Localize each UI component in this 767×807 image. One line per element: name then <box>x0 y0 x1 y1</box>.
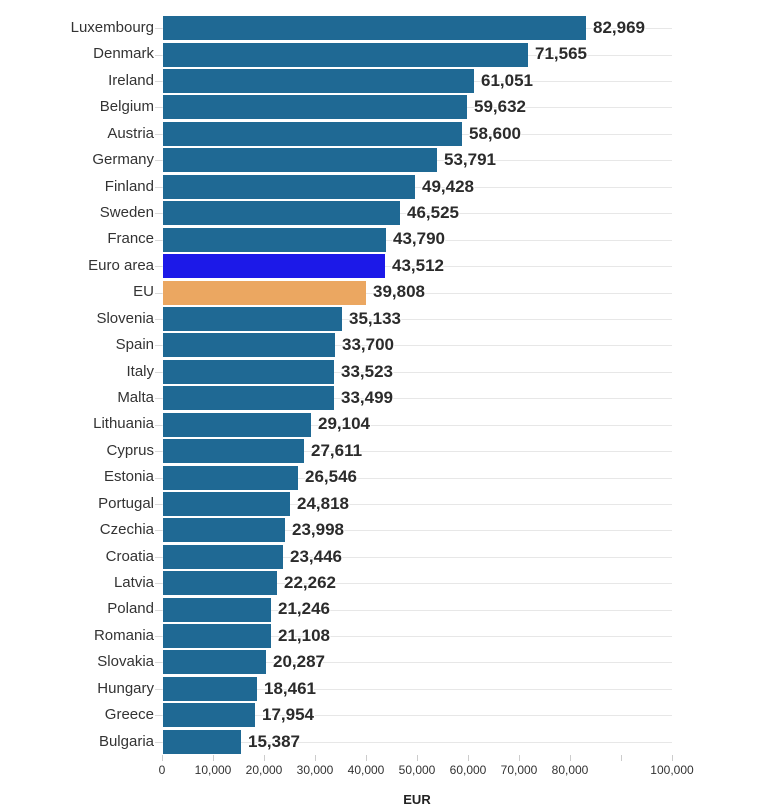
value-label-austria: 58,600 <box>469 123 521 143</box>
category-axis-tick <box>155 293 162 294</box>
category-label-romania: Romania <box>93 626 154 644</box>
bar-estonia[interactable] <box>163 466 298 490</box>
value-label-hungary: 18,461 <box>264 678 316 698</box>
category-axis-tick <box>155 134 162 135</box>
x-axis-tick <box>162 755 163 761</box>
category-label-greece: Greece <box>104 706 154 724</box>
category-axis-tick <box>155 213 162 214</box>
category-axis-tick <box>155 160 162 161</box>
category-label-spain: Spain <box>115 336 154 354</box>
x-axis-tick <box>519 755 520 761</box>
value-label-lithuania: 29,104 <box>318 414 370 434</box>
bar-sweden[interactable] <box>163 201 400 225</box>
category-label-estonia: Estonia <box>103 468 154 486</box>
category-axis-tick <box>155 478 162 479</box>
category-label-czechia: Czechia <box>99 521 154 539</box>
x-axis-tick-label: 100,000 <box>650 763 694 777</box>
category-axis-tick <box>155 504 162 505</box>
bar-france[interactable] <box>163 228 386 252</box>
category-label-germany: Germany <box>92 151 154 169</box>
bar-ireland[interactable] <box>163 69 474 93</box>
category-label-poland: Poland <box>107 600 154 618</box>
category-axis-tick <box>155 187 162 188</box>
x-axis-tick-label: 20,000 <box>245 763 283 777</box>
value-label-portugal: 24,818 <box>297 493 349 513</box>
bar-malta[interactable] <box>163 386 334 410</box>
x-axis-tick-label: 10,000 <box>194 763 232 777</box>
value-label-czechia: 23,998 <box>292 520 344 540</box>
value-label-latvia: 22,262 <box>284 573 336 592</box>
value-label-ireland: 61,051 <box>481 70 533 90</box>
category-axis-tick <box>155 689 162 690</box>
x-axis-tick <box>621 755 622 761</box>
category-axis-tick <box>155 662 162 663</box>
category-label-croatia: Croatia <box>105 547 154 565</box>
category-label-cyprus: Cyprus <box>106 441 154 459</box>
value-label-slovakia: 20,287 <box>273 652 325 672</box>
x-axis-tick <box>213 755 214 761</box>
bar-finland[interactable] <box>163 175 415 199</box>
category-label-finland: Finland <box>104 177 154 195</box>
category-axis-tick <box>155 345 162 346</box>
category-axis-tick <box>155 425 162 426</box>
bar-austria[interactable] <box>163 122 462 146</box>
category-axis-tick <box>155 715 162 716</box>
value-label-cyprus: 27,611 <box>311 440 363 460</box>
category-axis-tick <box>155 266 162 267</box>
category-axis-tick <box>155 81 162 82</box>
category-label-italy: Italy <box>126 362 154 380</box>
bar-slovenia[interactable] <box>163 307 342 331</box>
category-label-malta: Malta <box>117 389 154 406</box>
value-label-romania: 21,108 <box>278 625 330 645</box>
value-label-denmark: 71,565 <box>535 44 587 64</box>
value-label-spain: 33,700 <box>342 335 394 355</box>
category-axis-tick <box>155 55 162 56</box>
value-label-eu: 39,808 <box>373 282 425 302</box>
bar-euro-area[interactable] <box>163 254 385 278</box>
value-label-france: 43,790 <box>393 229 445 249</box>
value-label-luxembourg: 82,969 <box>593 18 645 37</box>
bar-slovakia[interactable] <box>163 650 266 674</box>
category-axis-tick <box>155 372 162 373</box>
value-label-malta: 33,499 <box>341 388 393 407</box>
bar-latvia[interactable] <box>163 571 277 595</box>
category-axis-tick <box>155 557 162 558</box>
category-label-hungary: Hungary <box>97 679 154 697</box>
category-axis-tick <box>155 319 162 320</box>
bar-croatia[interactable] <box>163 545 283 569</box>
value-label-sweden: 46,525 <box>407 203 459 222</box>
bar-eu[interactable] <box>163 281 366 305</box>
category-axis-tick <box>155 240 162 241</box>
bar-spain[interactable] <box>163 333 335 357</box>
x-axis-tick <box>264 755 265 761</box>
category-label-denmark: Denmark <box>93 45 154 63</box>
bar-greece[interactable] <box>163 703 255 727</box>
x-axis-tick-label: 70,000 <box>500 763 538 777</box>
category-axis-tick <box>155 530 162 531</box>
category-axis-tick <box>155 107 162 108</box>
bar-czechia[interactable] <box>163 518 285 542</box>
category-axis-tick <box>155 610 162 611</box>
category-axis-tick <box>155 583 162 584</box>
bar-hungary[interactable] <box>163 677 257 701</box>
category-label-lithuania: Lithuania <box>93 415 154 433</box>
category-axis-tick <box>155 451 162 452</box>
category-label-luxembourg: Luxembourg <box>70 19 154 36</box>
value-label-finland: 49,428 <box>422 176 474 196</box>
category-label-latvia: Latvia <box>113 574 154 591</box>
bar-denmark[interactable] <box>163 43 528 67</box>
bar-poland[interactable] <box>163 598 271 622</box>
category-label-euro-area: Euro area <box>88 256 154 274</box>
value-label-italy: 33,523 <box>341 361 393 381</box>
value-label-croatia: 23,446 <box>290 546 342 566</box>
bar-bulgaria[interactable] <box>163 730 241 754</box>
x-axis-title: EUR <box>403 792 431 807</box>
x-axis-tick <box>468 755 469 761</box>
category-axis-tick <box>155 398 162 399</box>
bar-germany[interactable] <box>163 148 437 172</box>
category-label-ireland: Ireland <box>108 71 154 89</box>
value-label-germany: 53,791 <box>444 150 496 170</box>
x-axis-tick-label: 50,000 <box>398 763 436 777</box>
value-label-slovenia: 35,133 <box>349 308 401 328</box>
category-label-sweden: Sweden <box>99 204 154 221</box>
category-label-portugal: Portugal <box>98 494 154 512</box>
bar-romania[interactable] <box>163 624 271 648</box>
category-axis-tick <box>155 742 162 743</box>
x-axis-tick <box>366 755 367 761</box>
value-label-euro-area: 43,512 <box>392 255 444 275</box>
bar-italy[interactable] <box>163 360 334 384</box>
x-axis-tick <box>570 755 571 761</box>
x-axis-tick-label: 0 <box>158 763 166 777</box>
x-axis-tick <box>417 755 418 761</box>
bar-luxembourg[interactable] <box>163 16 586 40</box>
category-label-slovenia: Slovenia <box>96 309 154 327</box>
x-axis-tick-label: 30,000 <box>296 763 334 777</box>
x-axis-tick-label: 60,000 <box>449 763 487 777</box>
bar-portugal[interactable] <box>163 492 290 516</box>
category-axis-tick <box>155 636 162 637</box>
category-label-slovakia: Slovakia <box>97 653 154 671</box>
value-label-estonia: 26,546 <box>305 467 357 487</box>
category-label-bulgaria: Bulgaria <box>98 732 154 750</box>
category-label-austria: Austria <box>107 124 154 142</box>
category-label-belgium: Belgium <box>99 98 154 116</box>
x-axis-tick-label: 80,000 <box>551 763 589 777</box>
value-label-poland: 21,246 <box>278 599 330 619</box>
x-axis-tick <box>672 755 673 761</box>
category-axis-tick <box>155 28 162 29</box>
bar-lithuania[interactable] <box>163 413 311 437</box>
value-label-belgium: 59,632 <box>474 97 526 117</box>
x-axis-tick <box>315 755 316 761</box>
category-label-eu: EU <box>133 283 154 301</box>
x-axis-tick-label: 40,000 <box>347 763 385 777</box>
bar-belgium[interactable] <box>163 95 467 119</box>
value-label-greece: 17,954 <box>262 705 314 725</box>
category-label-france: France <box>107 230 154 248</box>
value-label-bulgaria: 15,387 <box>248 731 300 751</box>
bar-cyprus[interactable] <box>163 439 304 463</box>
